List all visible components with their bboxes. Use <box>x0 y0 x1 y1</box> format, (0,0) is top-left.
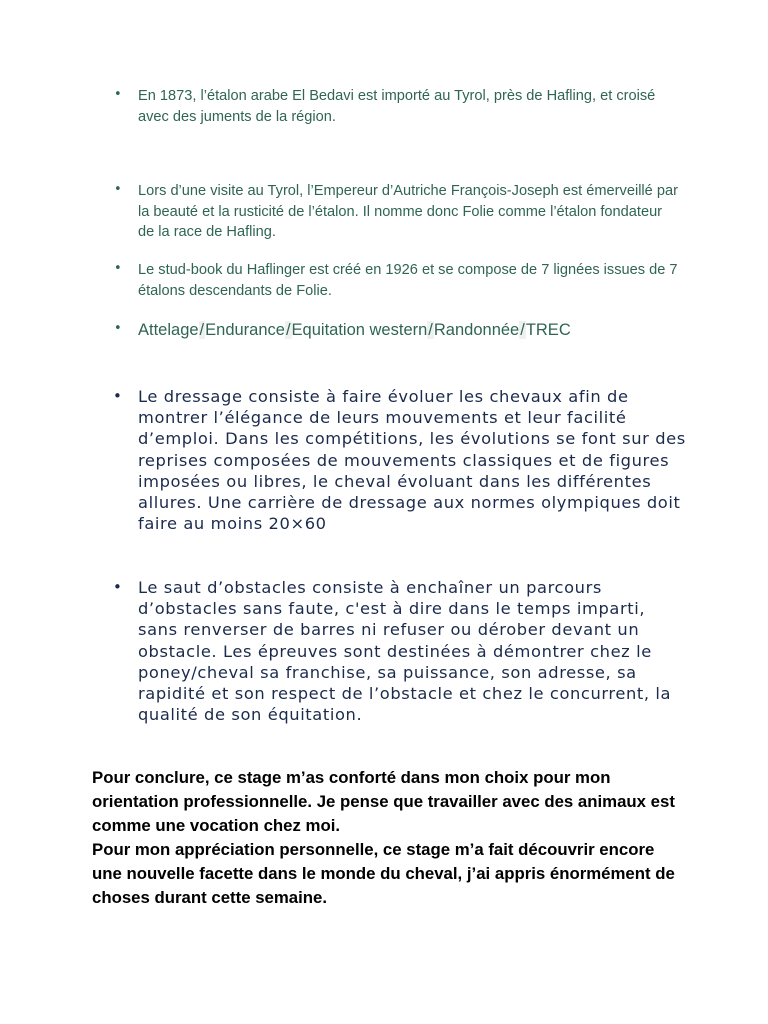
bullet-icon: • <box>113 387 122 405</box>
conclusion-paragraph: Pour conclure, ce stage m’as conforté dans mon choix pour mon orientation professionnelle. Je pense que travailler avec des animaux est comme une vocation chez moi. <box>92 768 675 835</box>
bullet-icon: • <box>113 578 122 596</box>
activity-separator: / <box>285 321 291 339</box>
activity-randonnee: Randonnée <box>433 321 520 339</box>
bullet-icon: • <box>114 321 122 336</box>
activity-attelage: Attelage <box>138 321 199 339</box>
appreciation-paragraph: Pour mon appréciation personnelle, ce stage m’a fait découvrir encore une nouvelle facette dans le monde du cheval, j’ai appris énormément de choses durant cette semaine. <box>92 840 675 907</box>
bullet-icon: • <box>114 87 122 102</box>
history-bullet-text: Le stud-book du Haflinger est créé en 1926 et se compose de 7 lignées issues de 7 étalons descendants de Folie. <box>138 262 678 299</box>
activities-line <box>138 319 571 341</box>
bullet-icon: • <box>114 261 122 276</box>
history-bullet-text: Lors d’une visite au Tyrol, l’Empereur d’Autriche François-Joseph est émerveillé par la beauté et la rusticité de l’étalon. Il nomme donc Folie comme l’étalon fondateur de la race de Hafling. <box>138 183 678 240</box>
bullet-icon: • <box>114 182 122 197</box>
dressage-paragraph: Le dressage consiste à faire évoluer les chevaux afin de montrer l’élégance de leurs mouvements et leur facilité d’emploi. Dans les compétitions, les évolutions se font sur des reprises composées de mouvements classiques et de figures imposées ou libres, le cheval évoluant dans les différentes allures. Une carrière de dressage aux normes olympiques doit faire au moins 20×60 <box>138 387 686 534</box>
conclusion-block <box>92 766 682 910</box>
activity-trec: TREC <box>525 321 571 339</box>
activity-separator: / <box>428 321 433 339</box>
history-bullet-text: En 1873, l’étalon arabe El Bedavi est importé au Tyrol, près de Hafling, et croisé avec des juments de la région. <box>138 88 656 125</box>
activity-separator: / <box>199 321 205 339</box>
activity-endurance: Endurance <box>205 321 285 339</box>
show-jumping-paragraph: Le saut d’obstacles consiste à enchaîner un parcours d’obstacles sans faute, c'est à dire dans le temps imparti, sans renverser de barres ni refuser ou dérober devant un obstacle. Les épreuves sont destinées à démontrer chez le poney/cheval sa franchise, sa puissance, son adresse, sa rapidité et son respect de l’obstacle et chez le concurrent, la qualité de son équitation. <box>138 578 672 725</box>
activity-separator: / <box>520 321 525 339</box>
activity-equitation-western: Equitation western <box>291 321 428 339</box>
